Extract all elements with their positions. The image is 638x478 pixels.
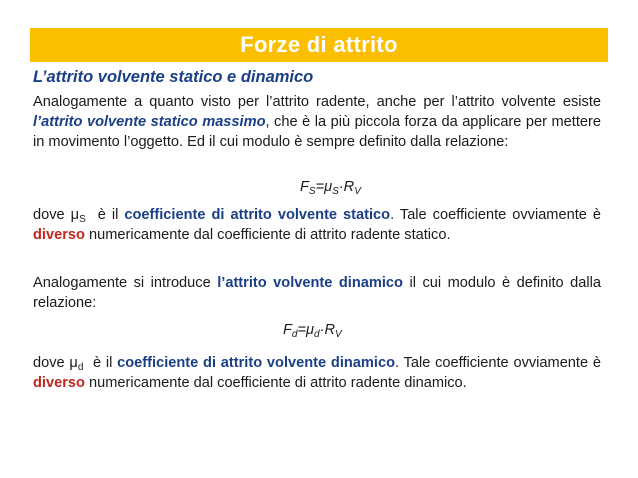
formula-static (300, 177, 361, 197)
p1-text-a: Analogamente a quanto visto per l’attrito radente, anche per l’attrito volvente esiste (33, 94, 601, 110)
f1-r-sub: V (354, 186, 361, 197)
slide-title: Forze di attrito (30, 28, 608, 62)
f1-mu-sub: S (332, 186, 339, 197)
paragraph-dynamic (33, 273, 601, 313)
p2-text-d: . Tale coefficiente ovviamente è (390, 207, 601, 223)
f1-force: F (300, 179, 309, 195)
f2-mu-sub: d (314, 329, 320, 340)
p3-highlight: l’attrito volvente dinamico (217, 275, 403, 291)
p2-text-f: numericamente dal coefficiente di attrito radente statico. (84, 227, 451, 243)
f2-r-sub: V (334, 329, 342, 340)
p4-mu-sub: d (77, 362, 84, 373)
p1-text-c: , che è la più piccola forza da applicare per mettere in movimento l’oggetto. Ed il cui modulo è sempre definito dalla relazione: (33, 114, 601, 150)
p2-highlight: coefficiente di attrito volvente statico (124, 207, 391, 223)
p2-red-word: diverso (33, 227, 85, 243)
f2-dot-r: ·R (319, 322, 335, 338)
p2-text-a: dove μ (33, 207, 80, 223)
p4-text-b: è il (83, 355, 118, 371)
p4-text-f: numericamente dal coefficiente di attrito radente dinamico. (84, 375, 467, 391)
f1-force-sub: S (308, 186, 316, 197)
section-subtitle: L’attrito volvente statico e dinamico (33, 68, 314, 86)
paragraph-static-coefficient (33, 205, 601, 245)
p4-text-a: dove μ (33, 355, 78, 371)
formula-dynamic (283, 320, 342, 340)
f2-force: F (283, 322, 292, 338)
p4-text-d: . Tale coefficiente ovviamente è (394, 355, 601, 371)
p2-mu-sub: S (79, 214, 86, 225)
paragraph-dynamic-coefficient (33, 353, 601, 393)
p3-text-a: Analogamente si introduce (33, 275, 218, 291)
f1-eq-mu: =μ (315, 179, 333, 195)
f2-force-sub: d (291, 329, 298, 340)
p4-highlight: coefficiente di attrito volvente dinamico (117, 355, 395, 371)
f1-dot-r: ·R (338, 179, 355, 195)
p1-highlight: l’attrito volvente statico massimo (33, 114, 266, 130)
p2-text-b: è il (85, 207, 125, 223)
paragraph-static-max (33, 92, 601, 152)
p4-red-word: diverso (33, 375, 85, 391)
p3-text-c: il cui modulo è definito dalla relazione: (33, 275, 601, 311)
f2-eq-mu: =μ (297, 322, 315, 338)
